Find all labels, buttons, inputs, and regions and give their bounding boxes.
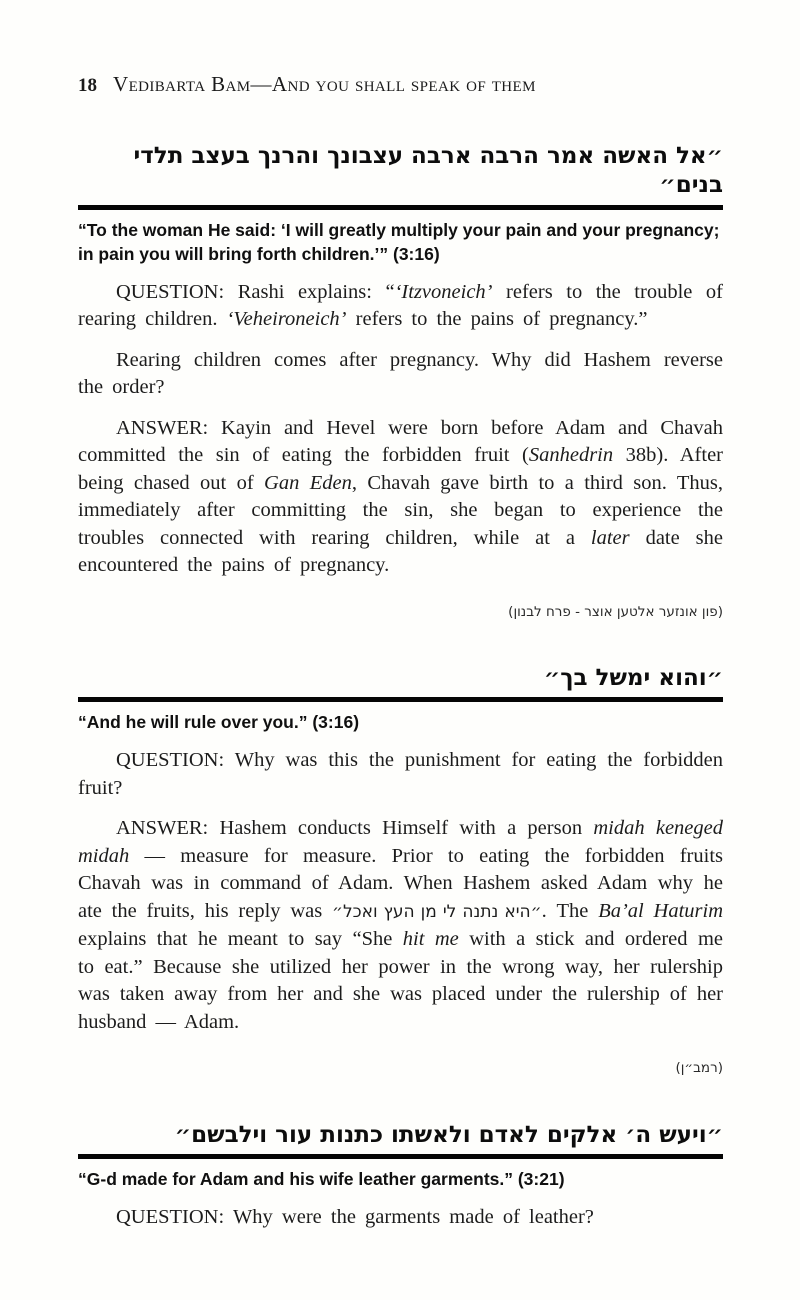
verse-translation: “And he will rule over you.” (3:16) (78, 712, 360, 733)
torah-section (78, 1121, 723, 1232)
page-header (78, 72, 723, 97)
source-citation: (פון אונזער אלטען אוצר - פרח לבנון) (508, 603, 723, 620)
question-paragraph: QUESTION: Why were the garments made of leather? (116, 1206, 594, 1229)
torah-section (78, 664, 723, 1077)
answer-paragraph: ANSWER: Hashem conducts Himself with a person midah keneged midah — measure for measure. Prior to eating the forbidden fruits Chavah was in command of Adam. When Hashem asked Adam why he ate the fruits, his reply was ״היא נתנה לי מן העץ ואכל״. The Ba’al Haturim explains that he meant to say “She hit me with a stick and ordered me to eat.” Because she utilized her power in the wrong way, her rulership was taken away from her and she was placed under the rulership of her husband — Adam. (78, 817, 723, 1033)
heading-rule (78, 205, 723, 210)
hebrew-verse-heading: ״והוא ימשל בך״ (543, 664, 723, 691)
verse-translation: “To the woman He said: ‘I will greatly multiply your pain and your pregnancy; in pain you will bring forth children.’” (3:16) (78, 219, 720, 264)
heading-rule (78, 1154, 723, 1159)
heading-rule (78, 697, 723, 702)
question-followup-paragraph: Rearing children comes after pregnancy. Why did Hashem reverse the order? (78, 348, 723, 398)
running-title: Vedibarta Bam—And you shall speak of them (113, 72, 536, 96)
hebrew-verse-heading: ״ויעש ה׳ אלקים לאדם ולאשתו כתנות עור וילבשם״ (174, 1121, 723, 1148)
torah-section (78, 142, 723, 620)
question-paragraph: QUESTION: Why was this the punishment for eating the forbidden fruit? (78, 749, 723, 799)
source-citation: (רמב״ן) (675, 1060, 723, 1077)
answer-paragraph: ANSWER: Kayin and Hevel were born before Adam and Chavah committed the sin of eating the forbidden fruit (Sanhedrin 38b). After being chased out of Gan Eden, Chavah gave birth to a third son. Thus, immediately after committing the sin, she began to experience the troubles connected with rearing children, while at a later date she encountered the pains of pregnancy. (78, 416, 724, 576)
verse-translation: “G-d made for Adam and his wife leather garments.” (3:21) (78, 1169, 565, 1190)
hebrew-verse-heading: ״אל האשה אמר הרבה ארבה עצבונך והרנך בעצב תלדי בנים״ (133, 143, 723, 198)
page-number: 18 (78, 75, 97, 96)
question-paragraph: QUESTION: Rashi explains: “‘Itzvoneich’ refers to the trouble of rearing children. ‘Veheironeich’ refers to the pains of pregnancy.” (78, 280, 723, 330)
